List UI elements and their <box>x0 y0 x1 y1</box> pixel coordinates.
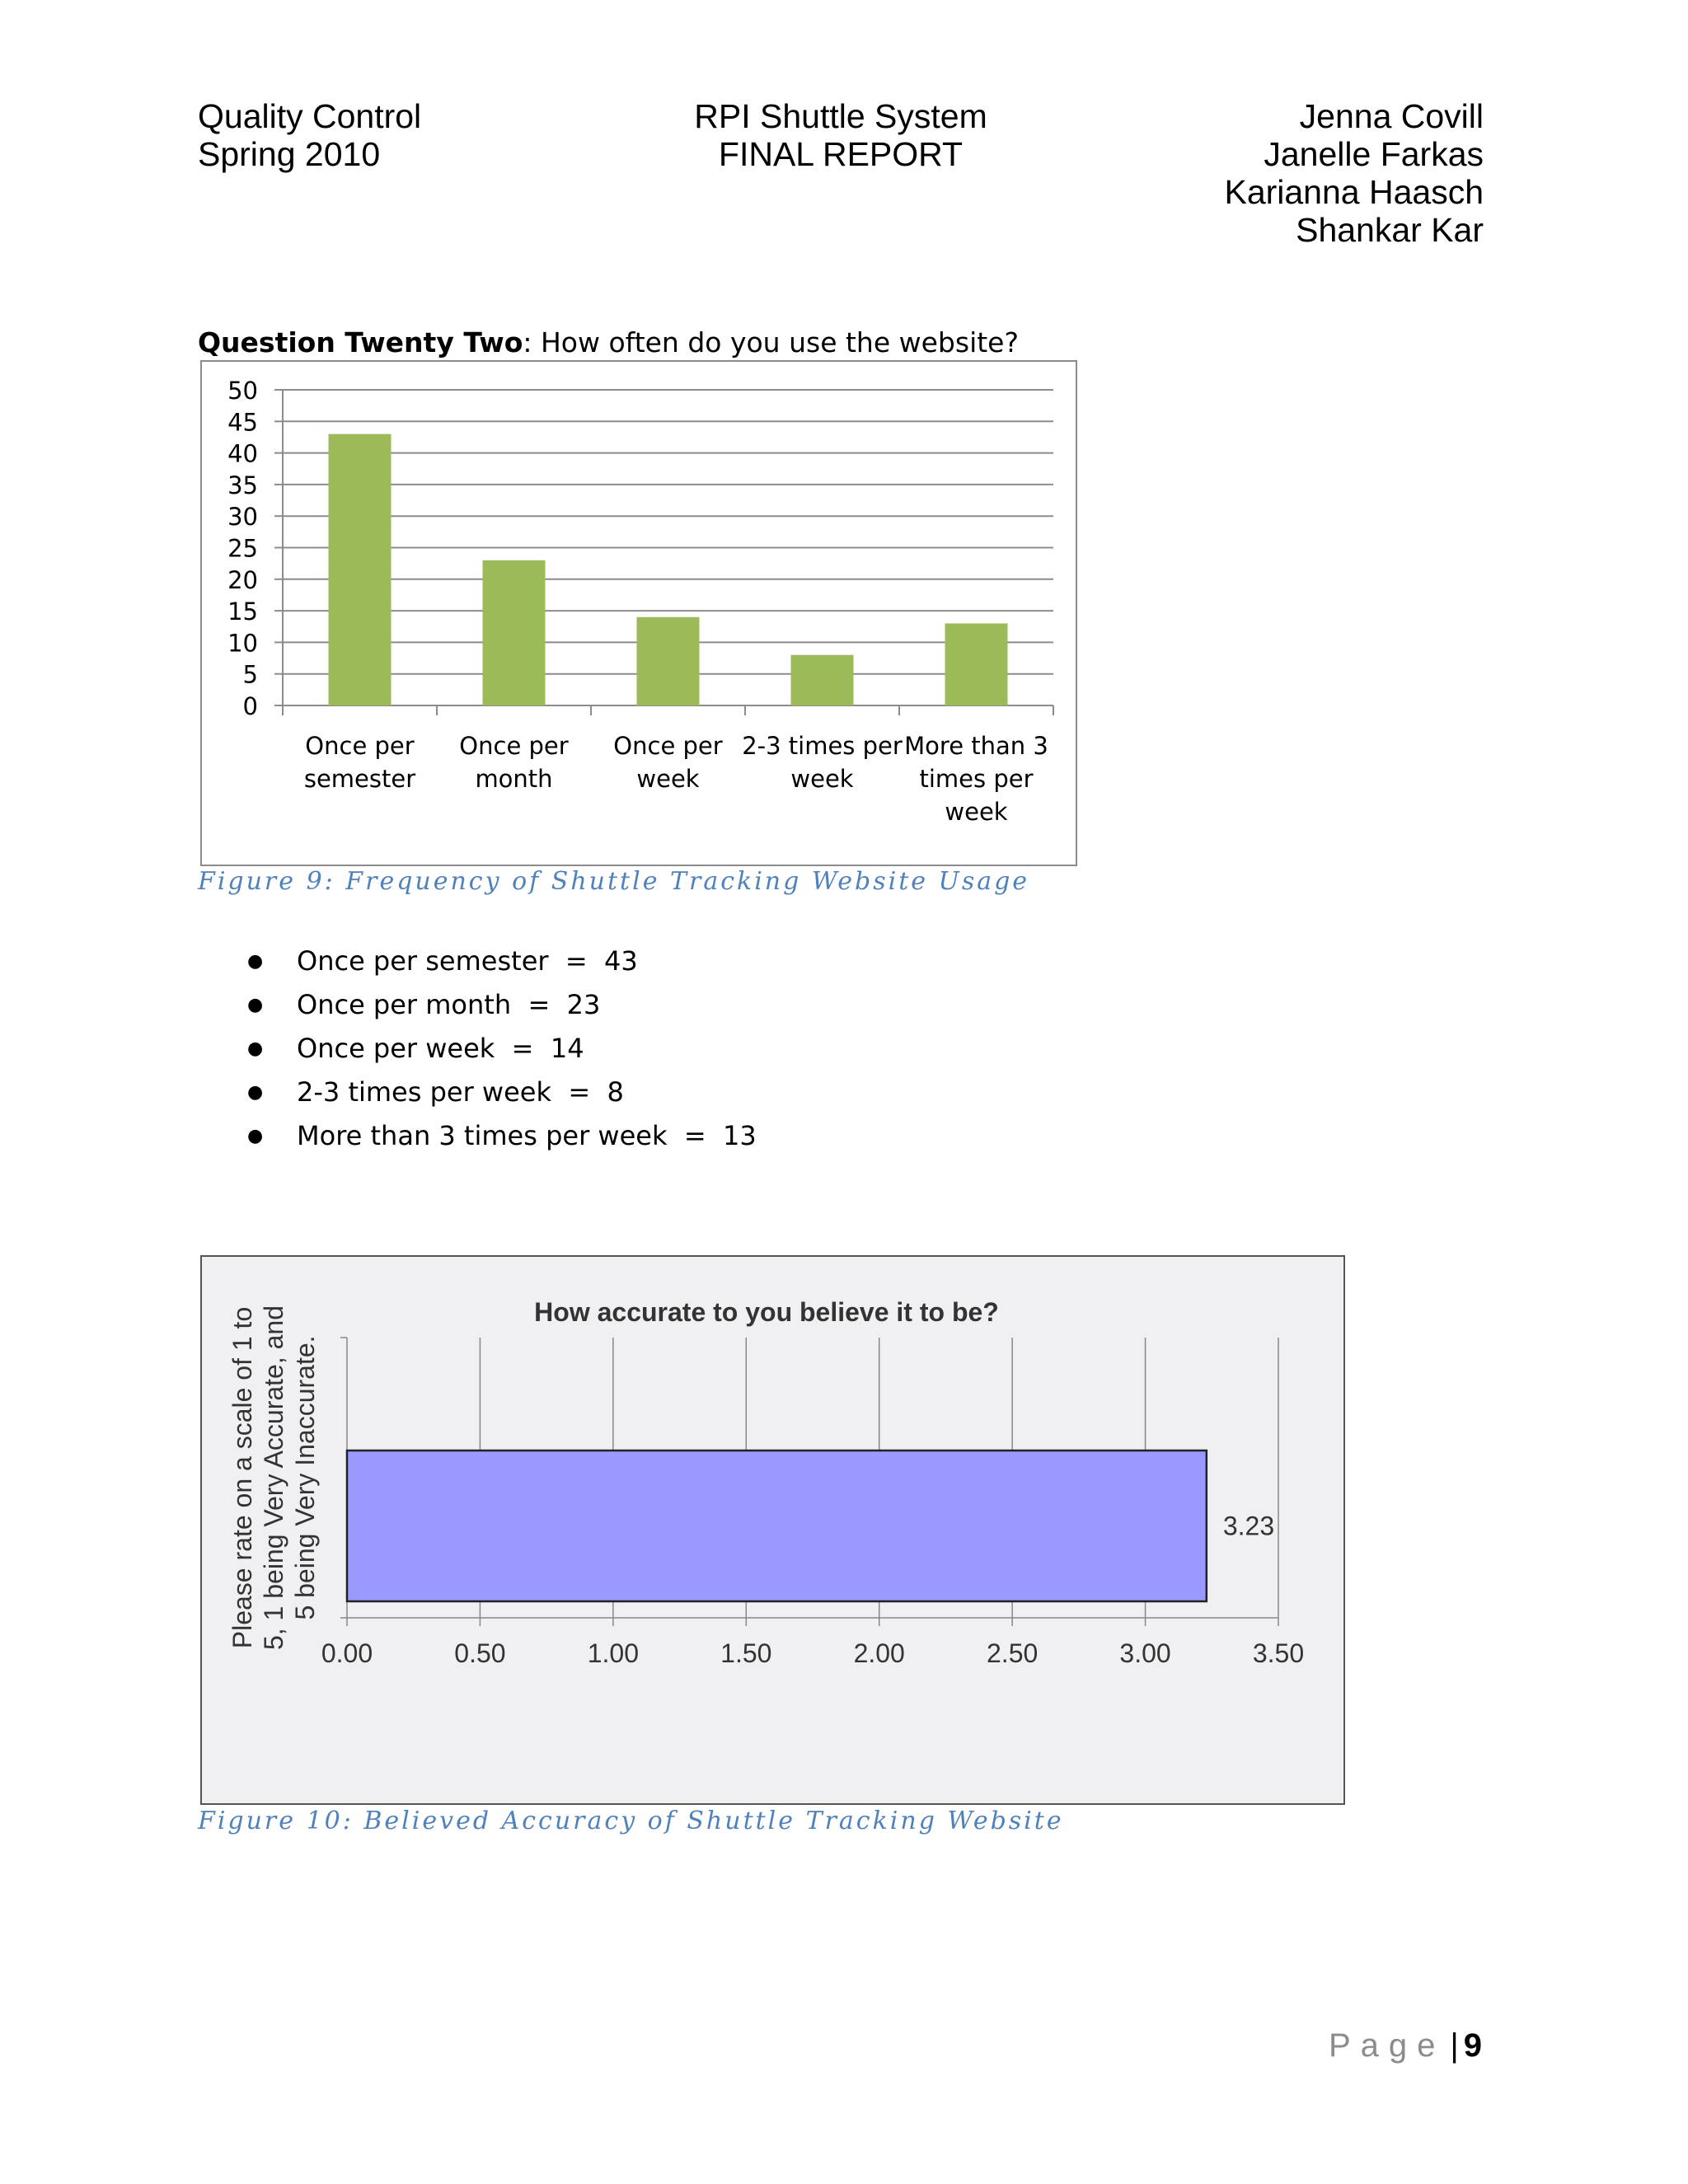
x-tick-label: 1.00 <box>587 1638 639 1668</box>
y-tick-label: 30 <box>227 503 258 532</box>
y-tick-label: 15 <box>227 598 258 626</box>
y-tick-label: 5 <box>242 660 258 689</box>
bar <box>347 1451 1207 1601</box>
y-tick-label: 45 <box>227 408 258 437</box>
question-text: : How often do you use the website? <box>523 326 1019 359</box>
question-label: Question Twenty Two <box>198 326 523 359</box>
chart-title: How accurate to you believe it to be? <box>534 1297 999 1327</box>
report-type: FINAL REPORT <box>718 135 964 173</box>
page-separator: | <box>1450 2027 1459 2064</box>
x-tick-label: 0.50 <box>454 1638 506 1668</box>
x-tick-label: 3.00 <box>1119 1638 1171 1668</box>
figure-10-bar-chart <box>200 1255 1345 1805</box>
y-axis-label-line: 5, 1 being Very Accurate, and <box>259 1305 288 1651</box>
y-tick-label: 50 <box>227 377 258 405</box>
author-1: Jenna Covill <box>1299 97 1484 135</box>
data-label: 3.23 <box>1222 1511 1275 1541</box>
response-list <box>247 940 757 1158</box>
y-tick-label: 20 <box>227 565 258 594</box>
x-tick-label: month <box>475 765 553 793</box>
list-item: ● Once per week = 14 <box>247 1027 757 1071</box>
x-tick-label: 1.50 <box>720 1638 772 1668</box>
question-heading <box>198 326 1019 359</box>
bar <box>945 623 1008 705</box>
x-tick-label: Once per <box>305 732 415 760</box>
author-2: Janelle Farkas <box>1264 135 1484 173</box>
y-tick-label: 10 <box>227 629 258 658</box>
x-tick-label: 2-3 times per <box>742 732 903 760</box>
x-tick-label: week <box>636 765 700 793</box>
list-item: ● 2-3 times per week = 8 <box>247 1071 757 1114</box>
page-number: 9 <box>1463 2027 1482 2064</box>
semester: Spring 2010 <box>198 135 381 173</box>
x-tick-label: Once per <box>459 732 569 760</box>
y-tick-label: 0 <box>242 692 258 720</box>
bar <box>329 434 392 705</box>
x-tick-label: week <box>945 798 1008 826</box>
figure-9-caption: Figure 9: Frequency of Shuttle Tracking Website Usage <box>198 867 1030 896</box>
report-subject: RPI Shuttle System <box>694 97 987 135</box>
header-center <box>528 97 1154 173</box>
x-tick-label: 2.00 <box>853 1638 905 1668</box>
header-right <box>1224 97 1484 249</box>
x-tick-label: More than 3 <box>904 732 1048 760</box>
course-name: Quality Control <box>198 97 422 135</box>
list-item: ● More than 3 times per week = 13 <box>247 1114 757 1158</box>
figure-9-bar-chart <box>200 360 1077 866</box>
y-tick-label: 40 <box>227 439 258 468</box>
x-tick-label: Once per <box>613 732 723 760</box>
y-tick-label: 35 <box>227 471 258 499</box>
list-item: ● Once per semester = 43 <box>247 940 757 983</box>
x-tick-label: 2.50 <box>987 1638 1039 1668</box>
x-tick-label: semester <box>303 765 416 793</box>
header-left <box>198 97 421 173</box>
x-tick-label: week <box>790 765 854 793</box>
bar <box>483 560 546 705</box>
list-item: ● Once per month = 23 <box>247 983 757 1027</box>
page-footer <box>1329 2027 1482 2064</box>
y-axis-label-line: Please rate on a scale of 1 to <box>227 1306 257 1649</box>
author-3: Karianna Haasch <box>1224 173 1484 211</box>
y-tick-label: 25 <box>227 534 258 563</box>
y-axis-label-line: 5 being Very Inaccurate. <box>290 1335 320 1620</box>
y-axis-label <box>227 1305 320 1650</box>
x-tick-label: 0.00 <box>321 1638 373 1668</box>
author-4: Shankar Kar <box>1296 211 1484 249</box>
x-tick-label: times per <box>919 765 1034 793</box>
bar <box>637 617 700 705</box>
page-label: Page <box>1328 2027 1446 2064</box>
figure-10-caption: Figure 10: Believed Accuracy of Shuttle Tracking Website <box>198 1807 1064 1835</box>
bar <box>791 655 854 705</box>
x-tick-label: 3.50 <box>1252 1638 1305 1668</box>
